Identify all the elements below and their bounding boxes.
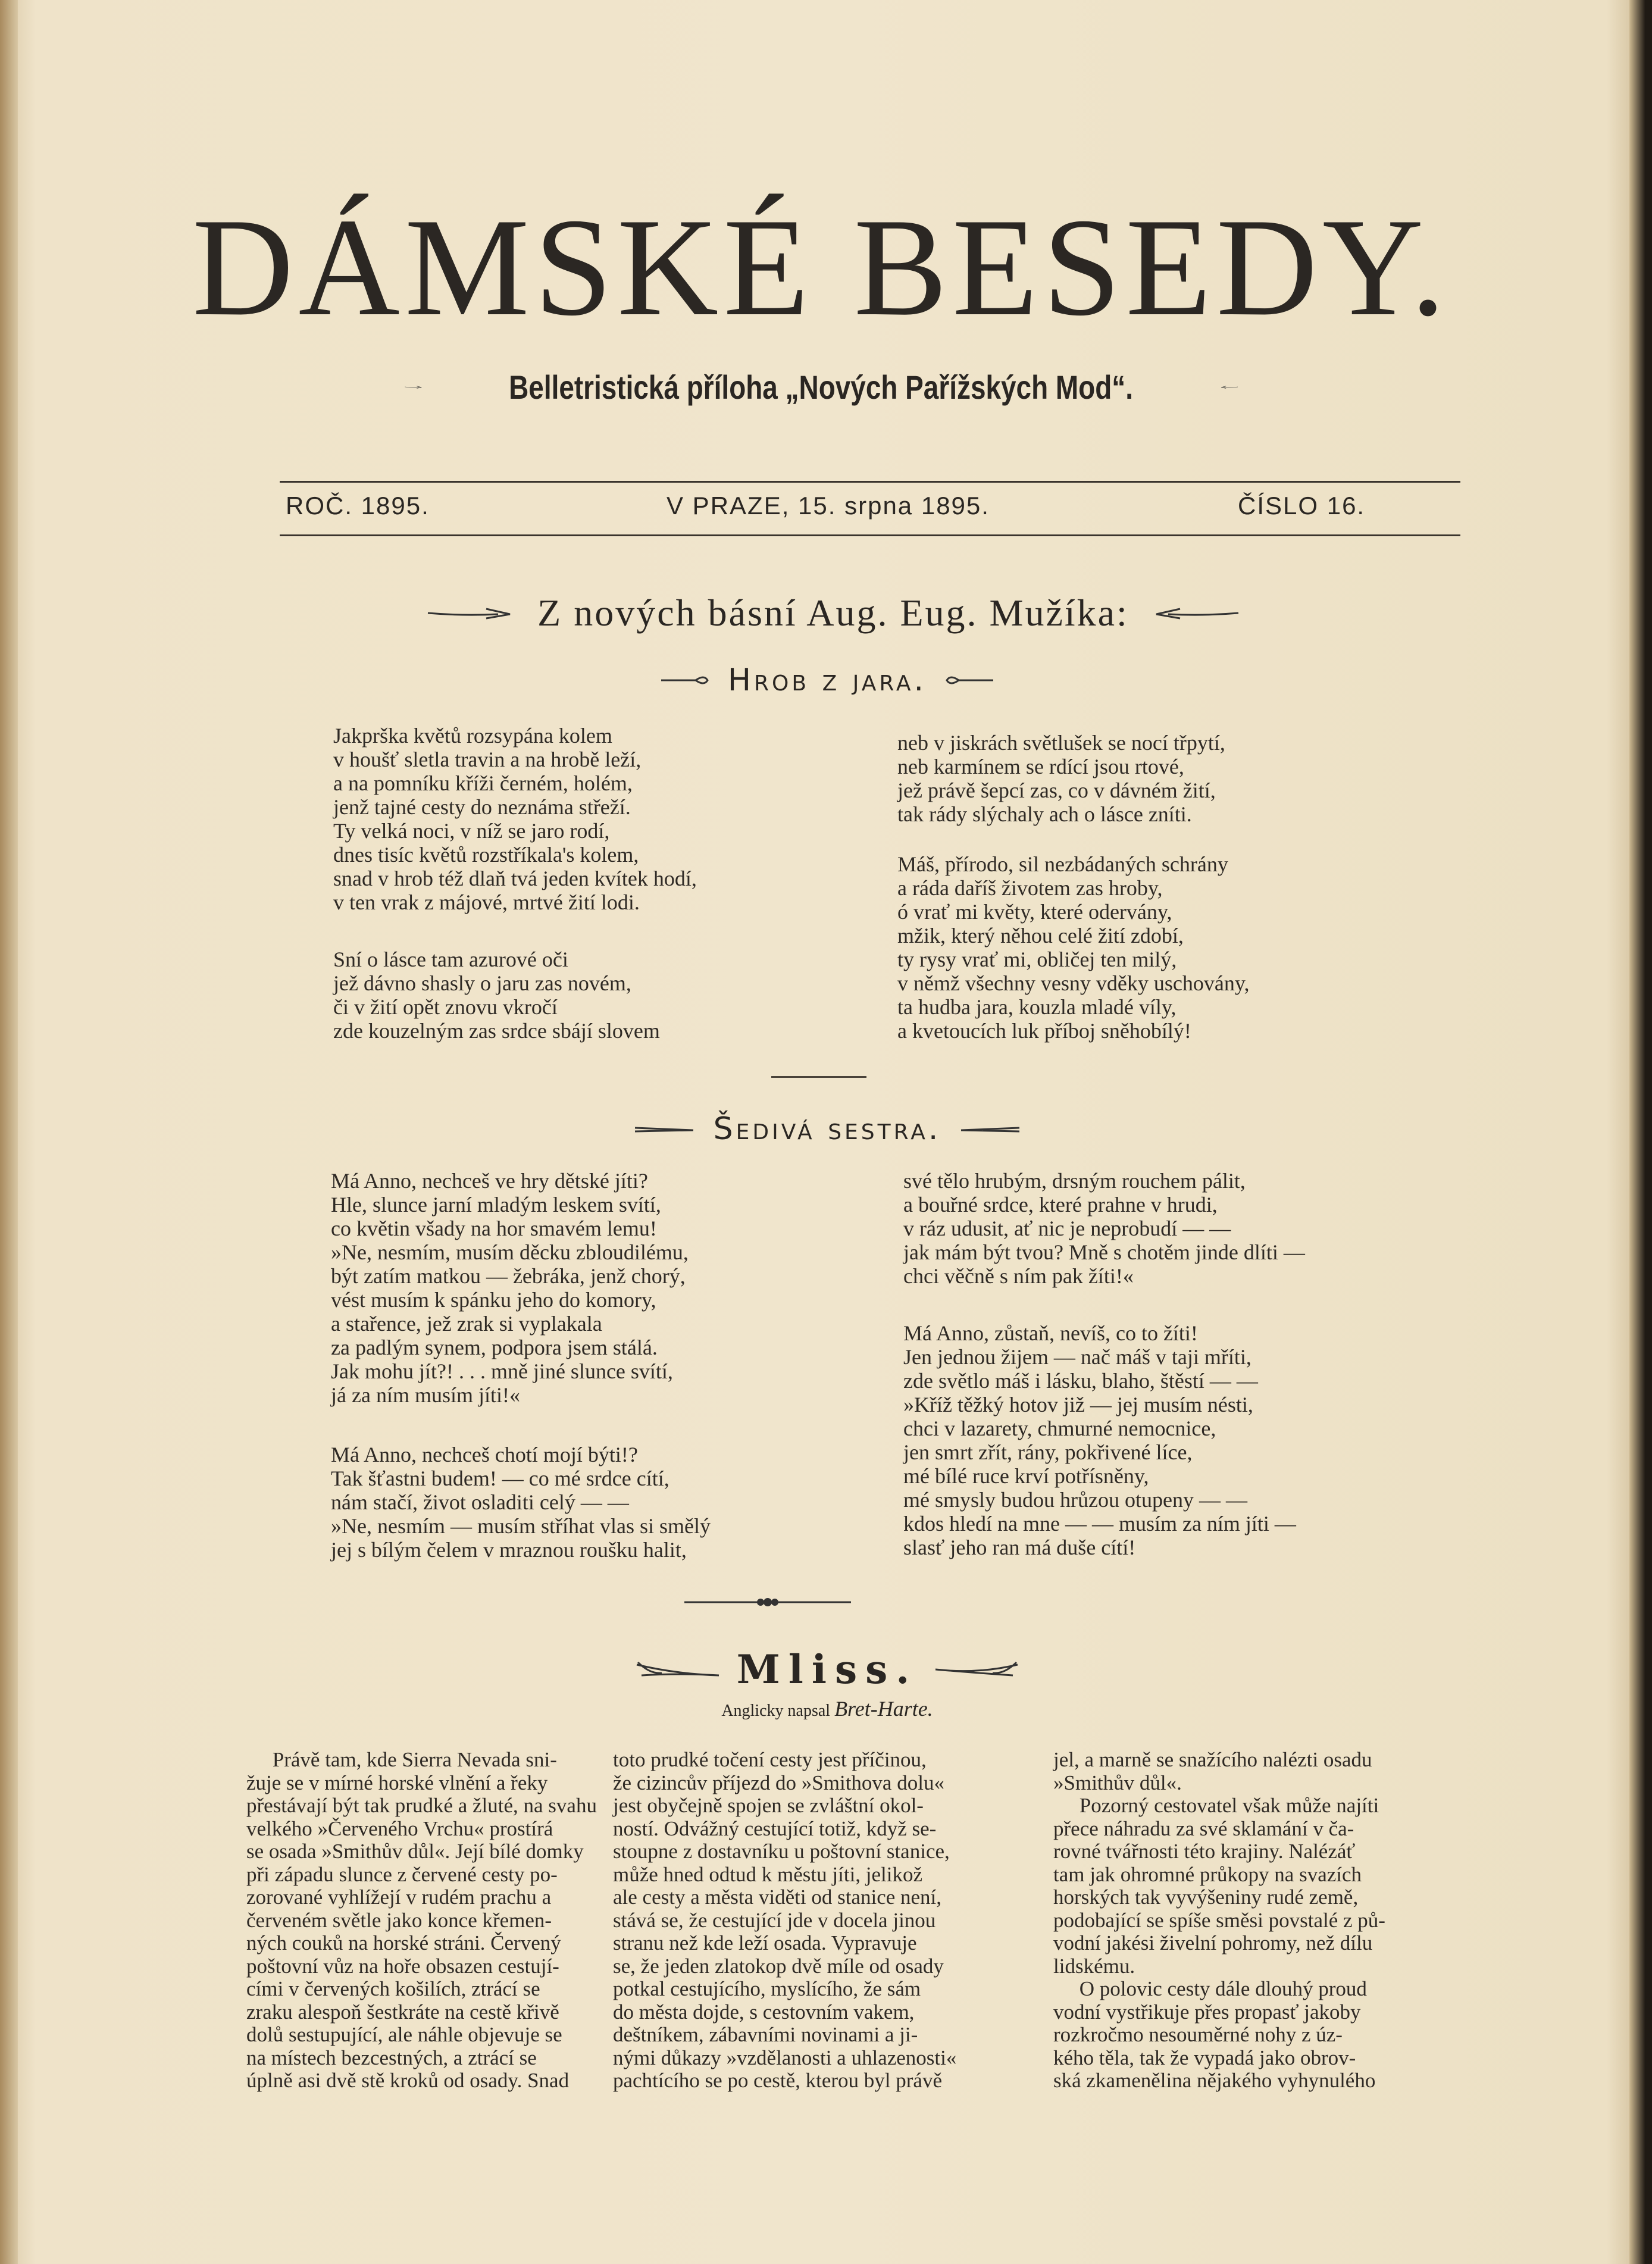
poem-2-stanza: Má Anno, nechceš ve hry dětské jíti? Hle, slunce jarní mladým leskem svítí, co květin všady na hor smavém lemu! »Ne, nesmím, musím děcku zbloudilému, být zatím matkou — žebráka, jenž chorý, vést musím k spánku jeho do komory, a stařence, jež zrak si vyplakala za padlým synem, podpora jsem stálá. Jak mohu jít?! . . . mně jiné slunce svítí, já za ním musím jíti!« <box>331 1169 689 1407</box>
poem-2-right-flourish-icon <box>955 1123 1021 1135</box>
masthead-subtitle: Belletristická příloha „Nových Pařížských Mod“. <box>509 368 1134 406</box>
story-right-flourish-icon <box>930 1658 1019 1681</box>
story-left-flourish-icon <box>636 1658 725 1681</box>
story-title: Mliss. <box>736 1646 918 1693</box>
poem-1-title: Hrob z jara. <box>727 662 927 698</box>
issue-year: ROČ. 1895. <box>286 492 430 520</box>
left-arrow-flourish-icon <box>427 604 516 622</box>
section-ornament-icon <box>684 1596 851 1608</box>
poem-1-left-flourish-icon <box>660 674 714 686</box>
byline-author: Bret-Harte. <box>834 1697 933 1721</box>
story-title-row <box>595 1643 1059 1696</box>
right-flourish-icon <box>1220 375 1238 399</box>
masthead-subtitle-row <box>405 366 1238 408</box>
poem-1-stanza: Máš, přírodo, sil nezbádaných schrány a ráda daříš životem zas hroby, ó vrať mi květy, které odervány, mžik, který něhou celé žití zdobí, ty rysy vrať mi, obličej ten milý, v němž všechny vesny vděky uschovány, ta hudba jara, kouzla mladé víly, a kvetoucích luk příboj sněhobílý! <box>897 852 1250 1043</box>
poems-section-title: Z nových básní Aug. Eug. Mužíka: <box>537 592 1129 634</box>
poems-section-title-row <box>417 589 1250 637</box>
story-column-1: Právě tam, kde Sierra Nevada sni- žuje se v mírné horské vlnění a řeky přestávají být tak prudké a žluté, na svahu velkého »Červeného Vrchu« prostírá se osada »Smithův důl«. Její bílé domky při západu slunce z červené cesty po- zorované vyhlížejí v rudém prachu a červeném světle jako konce křemen- ných couků na horské stráni. Červený poštovní vůz na hoře obsazen cestují- cími v červených košilích, ztrácí se zraku alespoň šestkráte na cestě křivě dolů sestupující, ale náhle objevuje se na místech bezcestných, a ztrácí se úplně asi dvě stě kroků od osady. Snad <box>246 1748 597 2092</box>
poem-1-stanza: neb v jiskrách světlušek se nocí třpytí, neb karmínem se rdící jsou rtové, jež právě šepcí zas, co v dávném žití, tak rády slýchaly ach o lásce zníti. <box>897 731 1225 826</box>
poem-2-stanza: Má Anno, nechceš chotí mojí býti!? Tak šťastni budem! — co mé srdce cítí, nám stačí, život osladiti celý — — »Ne, nesmím — musím stříhat vlas si smělý jej s bílým čelem v mraznou roušku halit, <box>331 1443 711 1562</box>
story-column-2: toto prudké točení cesty jest příčinou, že cizincův příjezd do »Smithova dolu« jest obyčejně spojen se zvláštní okol- ností. Odvážný cestující totiž, když se- stoupne z dostavníku u poštovní stanice, může hned odtud k městu jíti, jelikož ale cesty a města viděti od stanice není, stává se, že cestující jde v docela jinou stranu než kde leží osada. Vypravuje se, že jeden zlatokop dvě míle od osady potkal cestujícího, myslícího, že sám do města dojde, s cestovním vakem, deštníkem, zábavními novinami a ji- nými důkazy »vzdělanosti a uhlazenosti« pachtícího se po cestě, kterou byl právě <box>613 1748 957 2092</box>
issue-place-date: V PRAZE, 15. srpna 1895. <box>667 492 990 520</box>
right-arrow-flourish-icon <box>1150 604 1240 622</box>
poem-1-stanza: Jakprška květů rozsypána kolem v houšť sletla travin a na hrobě leží, a na pomníku kříži černém, holém, jenž tajné cesty do neznáma střeží. Ty velká noci, v níž se jaro rodí, dnes tisíc květů rozstříkala's kolem, snad v hrob též dlaň tvá jeden kvítek hodí, v ten vrak z májové, mrtvé žití lodi. <box>333 724 697 914</box>
top-rule <box>280 481 1460 483</box>
left-flourish-icon <box>405 375 423 399</box>
page-edge <box>1629 0 1652 2264</box>
issue-number: ČÍSLO 16. <box>1238 492 1366 520</box>
poem-2-stanza: Má Anno, zůstaň, nevíš, co to žíti! Jen jednou žijem — nač máš v taji mříti, zde světlo máš i lásku, blaho, štěstí — — »Kříž těžký hotov již — jej musím nésti, chci v lazarety, chmurné nemocnice, jen smrt zřít, rány, pokřivené líce, mé bílé ruce krví potřísněny, mé smysly budou hrůzou otupeny — — kdos hledí na mne — — musím za ním jíti — slasť jeho ran má duše cítí! <box>903 1321 1296 1559</box>
poem-2-left-flourish-icon <box>634 1123 699 1135</box>
masthead-title: DÁMSKÉ BESEDY. <box>192 190 1450 345</box>
poem-1-right-flourish-icon <box>941 674 994 686</box>
poem-divider <box>771 1076 866 1078</box>
poem-1-title-row <box>595 659 1059 701</box>
issue-line <box>286 492 1375 527</box>
page-spine <box>0 0 18 2264</box>
poem-2-stanza: své tělo hrubým, drsným rouchem pálit, a bouřné srdce, které prahne v hrudi, v ráz udusit, ať nic je neprobudí — — jak mám být tvou? Mně s chotěm jinde dlíti — chci věčně s ním pak žíti!« <box>903 1169 1305 1288</box>
bottom-rule <box>280 534 1460 536</box>
story-column-3: jel, a marně se snažícího nalézti osadu »Smithův důl«. Pozorný cestovatel však může najíti přece náhradu za své sklamání v ča- rovné tvářnosti této krajiny. Nalézáť tam jak ohromné průkopy na svazích horských tak vyvýšeniny rudé země, podobající se spíše směsi povstalé z pů- vodní jakési živelní pohromy, než dílu lidskému. O polovic cesty dále dlouhý proud vodní vystřikuje přes propasť jakoby rozkročmo nesouměrné nohy z úz- kého těla, tak že vypadá jako obrov- ská zkamenělina nějakého vyhynulého <box>1053 1748 1385 2092</box>
poem-2-title: Šedivá sestra. <box>713 1111 941 1147</box>
poem-2-title-row <box>595 1108 1059 1150</box>
byline-prefix: Anglicky napsal <box>721 1702 831 1720</box>
story-byline <box>595 1696 1059 1721</box>
poem-1-stanza: Sní o lásce tam azurové oči jež dávno shasly o jaru zas novém, či v žití opět znovu vkročí zde kouzelným zas srdce sbájí slovem <box>333 947 660 1043</box>
